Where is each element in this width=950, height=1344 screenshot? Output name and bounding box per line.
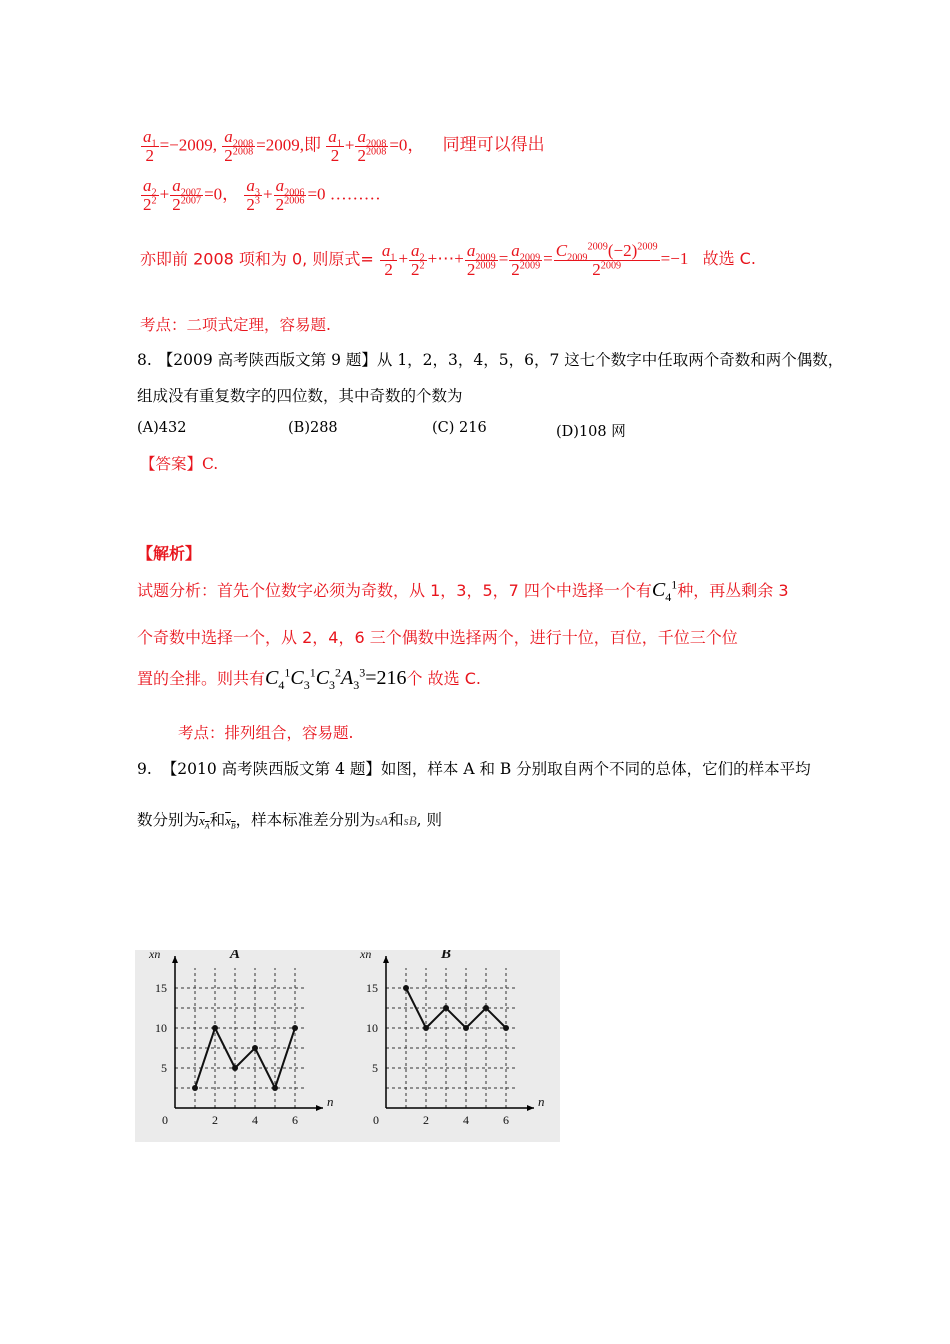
q8-analysis-line-1: [137, 578, 789, 602]
combination-c41: $C_4^1$: [651, 577, 678, 604]
fraction-a2009: $\frac{a_{2009}}{2^{2009}}$: [466, 241, 496, 279]
q8-option-a: (A)432: [137, 420, 187, 436]
chart-b-y-tick-label: 10: [366, 1021, 378, 1035]
formula-line-1: $\frac{a_1}{2}$ =−2009, $\frac{a_{2008}}{2^{2008}}$ =2009,即 $\frac{a_1}{2}$ + $\frac{a_{2008}}{2^{2008}}$ =0， 同理可以得出: [143, 127, 545, 165]
conclusion-prefix: 亦即前 2008 项和为 0, 则原式=: [140, 249, 374, 269]
q8-option-c: (C) 216: [432, 420, 487, 436]
fraction-binomial-term: $\frac{C_{2009}^{2009}(-2)^{2009}}{2^{2009}}$: [555, 241, 658, 279]
formula-text: =2009,即: [256, 135, 321, 155]
q9-line-2: [137, 808, 442, 830]
kaodian-section7: 考点：二项式定理，容易题.: [140, 316, 331, 334]
q9-stem: 数分别为: [137, 811, 200, 829]
chart-a-data-point: [192, 1085, 198, 1091]
fraction-a1-over-2: $\frac{a_1}{2}$: [381, 241, 396, 279]
chart-a-x-tick-label: 4: [252, 1113, 258, 1127]
chart-a-x-tick-label: 0: [162, 1113, 168, 1127]
chart-a-y-tick-label: 15: [155, 981, 167, 995]
kaodian-q8: 考点：排列组合，容易题.: [178, 724, 354, 742]
formula-line-2: $\frac{a_2}{2^2}$ + $\frac{a_{2007}}{2^{2007}}$ =0， $\frac{a_3}{2^3}$ + $\frac{a_{2006}}{2^{2006}}$ =0 ………: [143, 176, 381, 214]
chart-a-data-point: [272, 1085, 278, 1091]
q8-analysis-line-2: 个奇数中选择一个，从 2，4，6 三个偶数中选择两个，进行十位，百位，千位三个位: [137, 628, 738, 647]
chart-b-data-point: [443, 1005, 449, 1011]
chart-b-x-tick-label: 6: [503, 1113, 509, 1127]
same-reason-text: 同理可以得出: [442, 135, 545, 156]
charts-svg: [135, 950, 560, 1142]
q9-stem: 和: [388, 811, 404, 829]
chart-a-series-line: [195, 1028, 295, 1088]
q9-stem: , 则: [416, 811, 443, 829]
chart-b-x-arrow: [527, 1105, 534, 1111]
q9-stem: ，样本标准差分别为: [235, 811, 376, 829]
chart-b-x-tick-label: 4: [463, 1113, 469, 1127]
q9-source: 【2010 高考陕西版文第 4 题】: [161, 760, 381, 778]
fraction-a2: $\frac{a_2}{2^2}$: [143, 176, 157, 214]
chart-a-title: A: [230, 950, 241, 962]
chart-b-y-tick-label: 15: [366, 981, 378, 995]
analysis-text: 试题分析：首先个位数字必须为奇数，从 1，3，5，7 四个中选择一个有: [137, 581, 652, 600]
q9-stem: 和: [209, 811, 226, 829]
conclusion-line: 亦即前 2008 项和为 0, 则原式= $\frac{a_1}{2}$ + $\frac{a_2}{2^2}$ +⋯+ $\frac{a_{2009}}{2^{2009}}$ = $\frac{a_{2009}}{2^{2009}}$ = $\frac{C_{2009}^{2009}(-2)^{2009}}{2^{2009}}$ =−1 故选 C.: [140, 241, 756, 279]
chart-a-data-point: [252, 1045, 258, 1051]
permutation-result: =216: [365, 667, 407, 689]
q9-line-1: [137, 757, 811, 779]
chart-a-data-point: [212, 1025, 218, 1031]
fraction-a3: $\frac{a_3}{2^3}$: [246, 176, 260, 214]
chart-b-data-point: [463, 1025, 469, 1031]
q8-analysis-line-3: [137, 666, 481, 690]
fraction-a1-over-2: $\frac{a_1}{2}$: [143, 127, 157, 165]
conclusion-choice: 故选 C.: [702, 249, 756, 269]
chart-a-y-axis-label: xn: [149, 950, 161, 961]
conclusion-result: =−1: [660, 249, 689, 269]
permutation-formula: $C_4^1C_3^1C_3^2A_3^3$: [265, 665, 366, 692]
chart-b-data-point: [483, 1005, 489, 1011]
q8-line-2: 组成没有重复数字的四位数，其中奇数的个数为: [137, 387, 463, 405]
chart-a-x-tick-label: 6: [292, 1113, 298, 1127]
q8-stem: 从 1，2，3，4，5，6，7 这七个数字中任取两个奇数和两个偶数，: [376, 351, 844, 369]
fraction-a2009: $\frac{a_{2009}}{2^{2009}}$: [511, 241, 541, 279]
fraction-a2: $\frac{a_2}{2^2}$: [411, 241, 425, 279]
analysis-text: 置的全排。则共有: [137, 669, 266, 688]
formula-text: =0，: [389, 135, 425, 155]
std-sb: sB: [403, 813, 417, 828]
q8-option-d: (D)108 网: [556, 424, 626, 440]
chart-b-x-axis-label: n: [538, 1094, 545, 1109]
chart-b-data-point: [503, 1025, 509, 1031]
charts-figure: [135, 950, 560, 1142]
chart-a-data-point: [292, 1025, 298, 1031]
chart-a-x-axis-label: n: [327, 1094, 334, 1109]
q8-option-b: (B)288: [288, 420, 338, 436]
chart-a-x-arrow: [316, 1105, 323, 1111]
chart-a-x-tick-label: 2: [212, 1113, 218, 1127]
chart-b-data-point: [423, 1025, 429, 1031]
formula-text: =0，: [204, 184, 240, 204]
analysis-text: 个 故选 C.: [406, 669, 481, 688]
analysis-text: 种，再丛剩余 3: [677, 581, 789, 600]
q8-line-1: [137, 348, 843, 370]
fraction-a2008: $\frac{a_{2008}}{2^{2008}}$: [224, 127, 254, 165]
q8-source: 【2009 高考陕西版文第 9 题】: [157, 351, 377, 369]
fraction-a2007: $\frac{a_{2007}}{2^{2007}}$: [172, 176, 202, 214]
mean-xa: $x_A$: [199, 813, 210, 831]
chart-b-y-tick-label: 5: [372, 1061, 378, 1075]
chart-b-y-axis-label: xn: [360, 950, 372, 961]
fraction-a1-over-2: $\frac{a_1}{2}$: [328, 127, 342, 165]
chart-b-x-tick-label: 0: [373, 1113, 379, 1127]
chart-a-y-arrow: [172, 956, 178, 963]
chart-b-y-arrow: [383, 956, 389, 963]
fraction-a2008: $\frac{a_{2008}}{2^{2008}}$: [357, 127, 387, 165]
mean-xb: $x_B$: [225, 813, 236, 831]
std-sa: sA: [375, 813, 389, 828]
q8-number: 8.: [137, 351, 152, 369]
formula-text: =0 ………: [307, 184, 381, 204]
q8-analysis-title: 【解析】: [137, 544, 202, 563]
q9-number: 9.: [137, 760, 152, 778]
q8-answer: 【答案】C.: [140, 455, 219, 473]
chart-b-x-tick-label: 2: [423, 1113, 429, 1127]
chart-b-data-point: [403, 985, 409, 991]
chart-b-title: B: [441, 950, 452, 962]
chart-a-y-tick-label: 10: [155, 1021, 167, 1035]
fraction-a2006: $\frac{a_{2006}}{2^{2006}}$: [275, 176, 305, 214]
chart-a-data-point: [232, 1065, 238, 1071]
chart-a-y-tick-label: 5: [161, 1061, 167, 1075]
formula-text: =−2009,: [159, 135, 218, 155]
q9-stem: 如图，样本 A 和 B 分别取自两个不同的总体，它们的样本平均: [380, 760, 811, 778]
